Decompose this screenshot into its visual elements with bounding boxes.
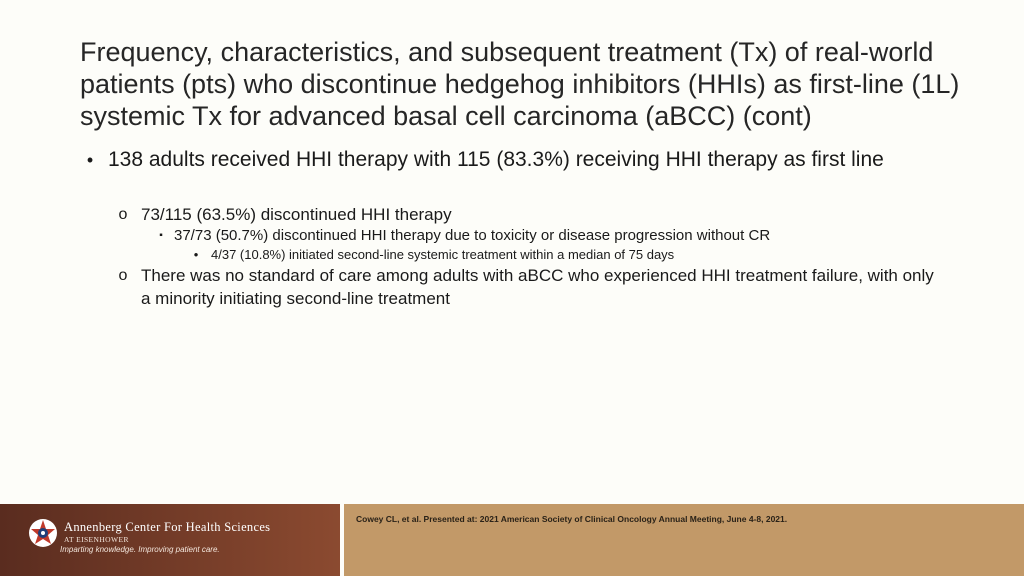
bullet-level2-standard-of-care bbox=[115, 264, 935, 310]
bullet-level2b-text: There was no standard of care among adults with aBCC who experienced HHI treatment failure, with only a minority initiating second-line treatment bbox=[141, 266, 934, 308]
bullet-level4-text: 4/37 (10.8%) initiated second-line systemic treatment within a median of 75 days bbox=[211, 247, 675, 262]
bullet-level3-toxicity bbox=[155, 226, 915, 246]
org-tagline: Imparting knowledge. Improving patient care. bbox=[60, 545, 220, 554]
org-subtitle: AT EISENHOWER bbox=[64, 535, 129, 544]
bullet-level3-text: 37/73 (50.7%) discontinued HHI therapy due to toxicity or disease progression without CR bbox=[174, 227, 771, 244]
circle-bullet-icon: o bbox=[118, 206, 128, 223]
citation: Cowey CL, et al. Presented at: 2021 American Society of Clinical Oncology Annual Meeting, June 4-8, 2021. bbox=[356, 514, 788, 524]
slide-title: Frequency, characteristics, and subsequent treatment (Tx) of real-world patients (pts) who discontinue hedgehog inhibitors (HHIs) as first-line (1L) systemic Tx for advanced basal cell carcinoma (aBCC) (cont) bbox=[80, 37, 960, 131]
annenberg-star-logo-icon bbox=[28, 518, 58, 548]
disc-bullet-icon: • bbox=[193, 247, 199, 262]
footer-logo-panel bbox=[0, 504, 340, 576]
org-name: Annenberg Center For Health Sciences bbox=[64, 520, 271, 534]
circle-bullet-icon: o bbox=[118, 267, 128, 284]
bullet-level4-second-line bbox=[190, 246, 910, 264]
bullet-level2a-text: 73/115 (63.5%) discontinued HHI therapy bbox=[141, 205, 452, 224]
square-bullet-icon: ▪ bbox=[159, 230, 163, 241]
footer-citation-panel bbox=[344, 504, 1024, 576]
disc-bullet-icon: • bbox=[86, 150, 94, 170]
bullet-level2-discontinued bbox=[115, 204, 915, 226]
bullet-level1 bbox=[80, 146, 940, 174]
bullet-level1-text: 138 adults received HHI therapy with 115 (83.3%) receiving HHI therapy as first line bbox=[108, 148, 884, 171]
